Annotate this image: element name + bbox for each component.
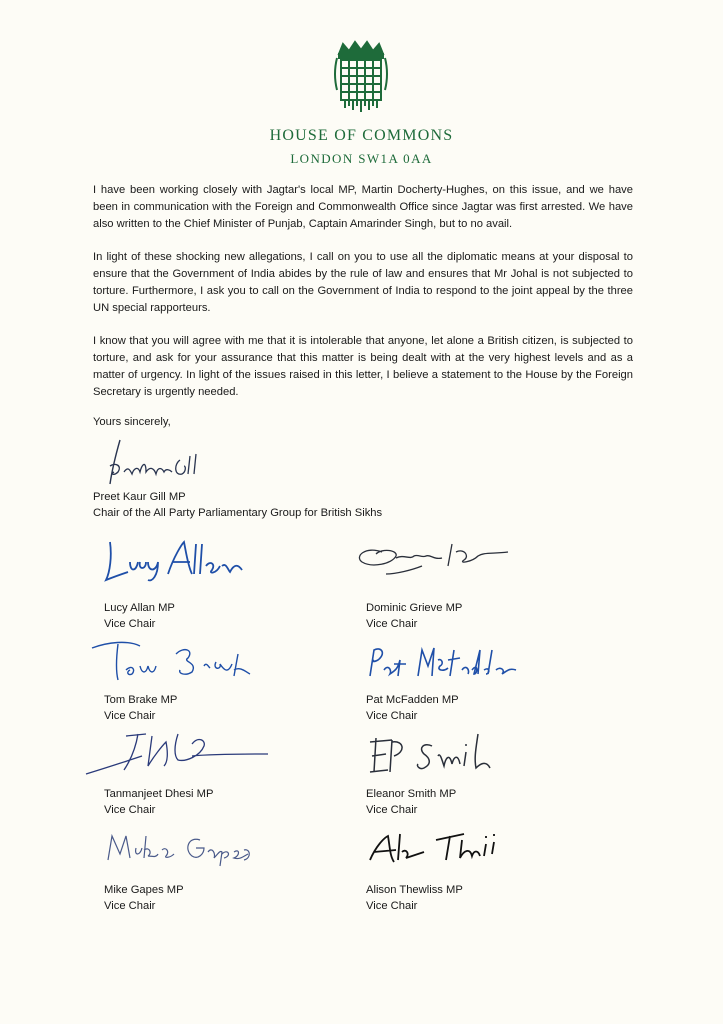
signer-name: Tom Brake MP [104,694,178,706]
organization-name: HOUSE OF COMMONS [269,127,454,144]
signer-name: Lucy Allan MP [104,602,175,614]
primary-signer [93,489,382,521]
signature-preet-kaur-gill [100,436,220,488]
signer-role: Vice Chair [104,804,156,816]
signer-block [104,600,175,632]
signature-eleanor-smith [362,730,502,778]
signature-dominic-grieve [352,538,512,582]
signer-role: Vice Chair [366,618,418,630]
signer-block [366,692,459,724]
signer-block [366,600,462,632]
closing-salutation: Yours sincerely, [93,416,171,428]
signature-mike-gapes [104,826,254,870]
signer-role: Vice Chair [104,618,156,630]
signer-name: Dominic Grieve MP [366,602,463,614]
signer-name: Tanmanjeet Dhesi MP [104,788,214,800]
signer-role: Vice Chair [366,804,418,816]
signature-lucy-allan [102,536,252,586]
signer-name: Pat McFadden MP [366,694,459,706]
portcullis-icon [331,40,391,116]
signature-tanmanjeet-dhesi [82,726,272,780]
signer-name: Alison Thewliss MP [366,884,463,896]
signature-pat-mcfadden [362,640,522,684]
body-paragraph: In light of these shocking new allegations, I call on you to use all the diplomatic means at your disposal to ensure that the Government of India abides by the rule of law and ensures that Mr Johal is not subjected to torture. Furthermore, I ask you to call on the Government of India to respond to the joint appeal by the three UN special rapporteurs. [93,251,633,314]
signature-alison-thewliss [366,826,516,870]
signer-block [104,786,213,818]
signer-block [104,882,184,914]
signer-block [366,882,463,914]
signer-role: Vice Chair [104,710,156,722]
body-paragraph: I know that you will agree with me that it is intolerable that anyone, let alone a British citizen, is subjected to torture, and ask for your assurance that this matter is being dealt with at the very highest levels and as a matter of urgency. In light of the issues raised in this letter, I believe a statement to the House by the Foreign Secretary is urgently needed. [93,335,633,398]
signer-name: Eleanor Smith MP [366,788,457,800]
signer-role: Vice Chair [366,710,418,722]
letter-body [93,182,633,417]
signature-tom-brake [88,636,258,686]
signer-block [366,786,456,818]
signer-name: Mike Gapes MP [104,884,184,896]
signer-role: Vice Chair [104,900,156,912]
body-paragraph: I have been working closely with Jagtar's local MP, Martin Docherty-Hughes, on this issue, and we have been in communication with the Foreign and Commonwealth Office since Jagtar was first arrested. We have also written to the Chief Minister of Punjab, Captain Amarinder Singh, but to no avail. [93,184,633,230]
organization-address: LONDON SW1A 0AA [290,151,433,166]
signer-name: Preet Kaur Gill MP [93,491,186,503]
signer-block [104,692,177,724]
signer-role: Chair of the All Party Parliamentary Group for British Sikhs [93,507,383,519]
signer-role: Vice Chair [366,900,418,912]
